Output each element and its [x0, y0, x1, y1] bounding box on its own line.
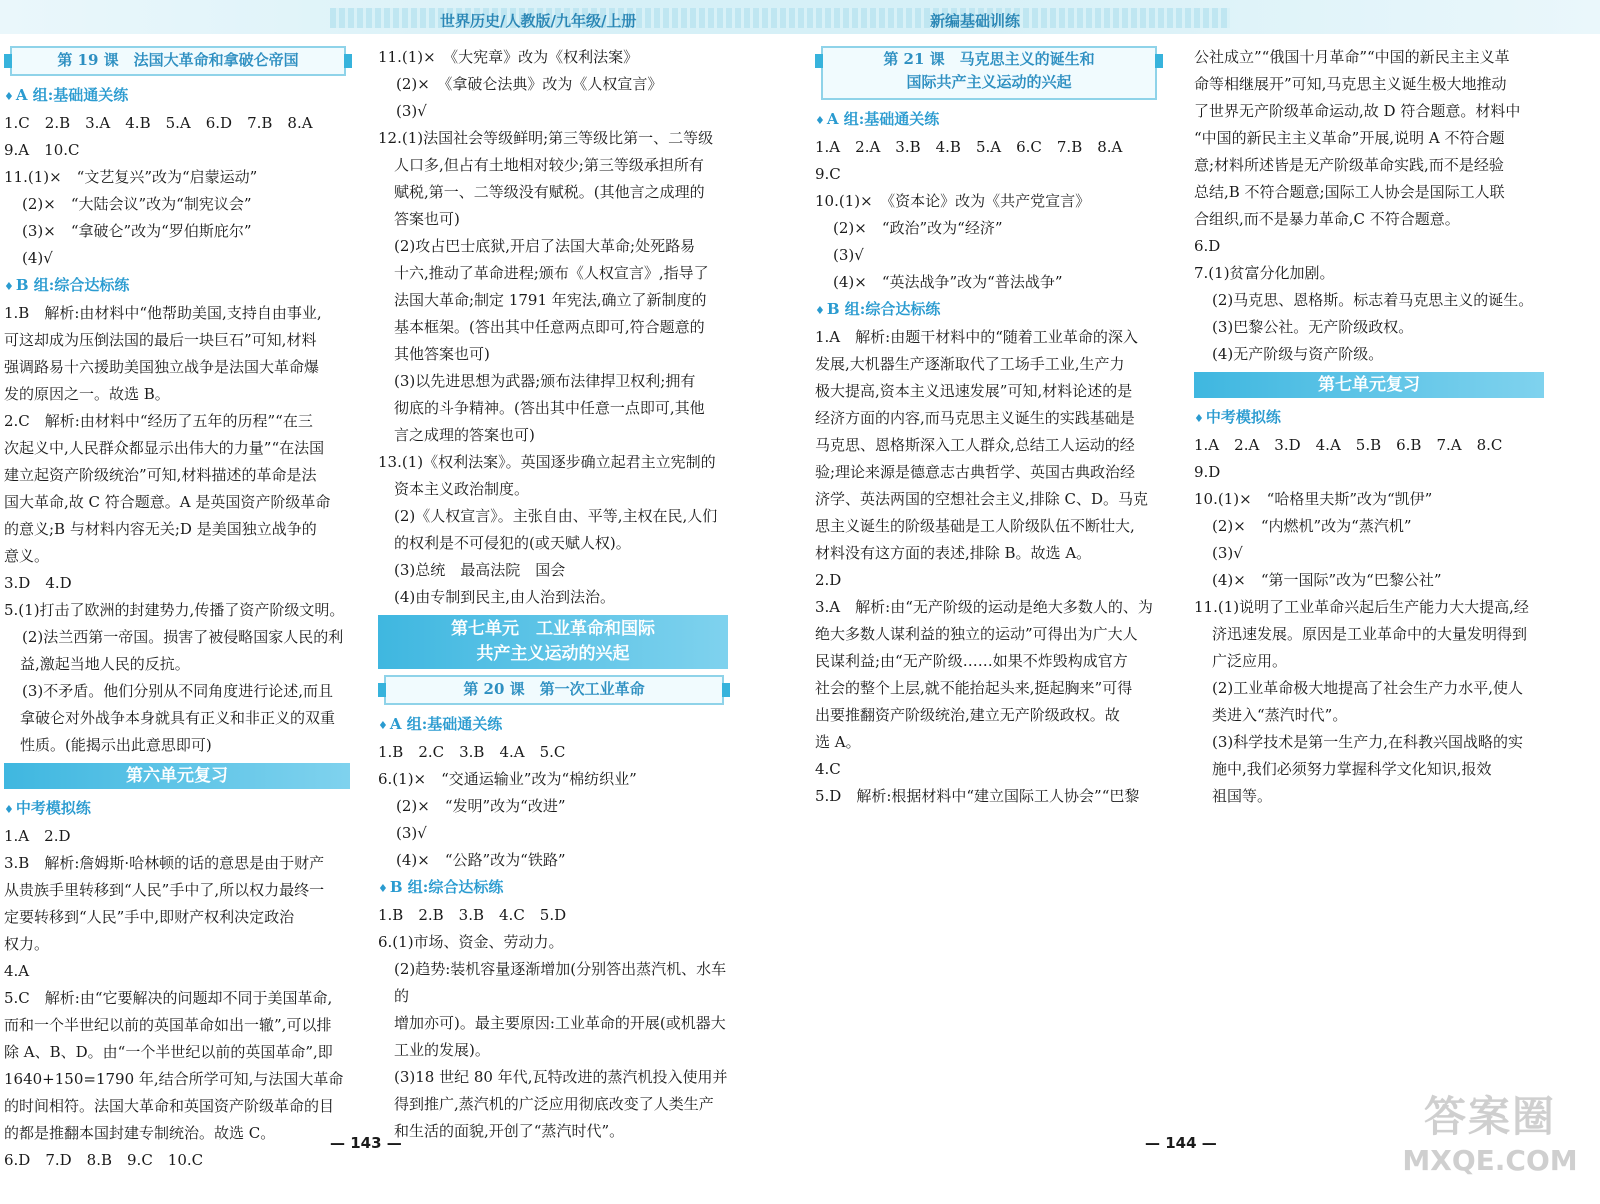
answer-line: 基本框架。(答出其中任意两点即可,符合题意的: [394, 318, 705, 336]
answer-line: 和生活的面貌,开创了“蒸汽时代”。: [394, 1122, 625, 1140]
answer-line: 发的原因之一。故选 B。: [4, 385, 170, 403]
answer-line: 权力。: [4, 935, 50, 953]
answer-line: 得到推广,蒸汽机的广泛应用彻底改变了人类生产: [394, 1095, 714, 1113]
group-a-heading: ♦ A 组:基础通关练: [378, 711, 734, 739]
answer-line: 资本主义政治制度。: [394, 480, 530, 498]
answer-line: 经济方面的内容,而马克思主义诞生的实践基础是: [815, 409, 1135, 427]
answer-line: 祖国等。: [1212, 787, 1273, 805]
answer-line: 9.A 10.C: [4, 141, 80, 159]
answer-line: (2)攻占巴士底狱,开启了法国大革命;处死路易: [394, 237, 696, 255]
answer-line: 思主义诞生的阶级基础是工人阶级队伍不断壮大,: [815, 517, 1135, 535]
answer-line: 赋税,第一、二等级没有赋税。(其他言之成理的: [394, 183, 705, 201]
group-b-heading: ♦ B 组:综合达标练: [378, 874, 734, 902]
answer-line: (3)巴黎公社。无产阶级政权。: [1212, 318, 1414, 336]
header-series-name: 新编基础训练: [930, 12, 1021, 30]
answer-line: (3)√: [1212, 544, 1243, 562]
answer-line: (2)× “大陆会议”改为“制宪议会”: [22, 195, 252, 213]
lesson-21-title: 第 21 课 马克思主义的诞生和 国际共产主义运动的兴起: [821, 46, 1157, 100]
mock-exam-heading: ♦ 中考模拟练: [4, 795, 356, 823]
answer-line: 马克思、恩格斯深入工人群众,总结工人运动的经: [815, 436, 1135, 454]
answer-line: 公社成立”“俄国十月革命”“中国的新民主主义革: [1194, 48, 1510, 66]
answer-line: 11.(1)× “文艺复兴”改为“启蒙运动”: [4, 168, 258, 186]
column-3: [815, 44, 1167, 810]
answer-line: 1.A 2.D: [4, 827, 71, 845]
answer-line: 的意义;B 与材料内容无关;D 是美国独立战争的: [4, 520, 317, 538]
answer-line: 定要转移到“人民”手中,即财产权利决定政治: [4, 908, 295, 926]
answer-line: 发展,大机器生产逐渐取代了工场手工业,生产力: [815, 355, 1125, 373]
answer-line: 选 A。: [815, 733, 861, 751]
watermark-logo: 答案圈 MXQE.COM: [1402, 1092, 1578, 1177]
answer-line: 1.B 2.B 3.B 4.C 5.D: [378, 906, 567, 924]
answer-line: 国大革命,故 C 符合题意。A 是英国资产阶级革命: [4, 493, 331, 511]
answer-line: 益,激起当地人民的反抗。: [20, 655, 190, 673]
page-number-left: — 143 —: [330, 1134, 402, 1152]
answer-line: 1.A 解析:由题干材料中的“随着工业革命的深入: [815, 328, 1138, 346]
answer-line: 可这却成为压倒法国的最后一块巨石”可知,材料: [4, 331, 317, 349]
answer-line: “中国的新民主主义革命”开展,说明 A 不符合题: [1194, 129, 1505, 147]
answer-line: 次起义中,人民群众都显示出伟大的力量”“在法国: [4, 439, 325, 457]
answer-line: 3.B 解析:詹姆斯·哈林顿的话的意思是由于财产: [4, 854, 325, 872]
answer-line: 1.B 2.C 3.B 4.A 5.C: [378, 743, 566, 761]
group-a-heading: ♦ A 组:基础通关练: [4, 82, 356, 110]
answer-line: 意义。: [4, 547, 50, 565]
answer-line: (3)√: [833, 246, 864, 264]
answer-line: 3.D 4.D: [4, 574, 72, 592]
answer-line: 增加亦可)。最主要原因:工业革命的开展(或机器大: [394, 1014, 726, 1032]
answer-line: (3)√: [396, 824, 427, 842]
answer-line: 10.(1)× 《资本论》改为《共产党宣言》: [815, 192, 1091, 210]
answer-line: (2)× “发明”改为“改进”: [396, 797, 566, 815]
answer-line: 总结,B 不符合题意;国际工人协会是国际工人联: [1194, 183, 1505, 201]
answer-line: 11.(1)× 《大宪章》改为《权利法案》: [378, 48, 639, 66]
answer-line: 极大提高,资本主义迅速发展”可知,材料论述的是: [815, 382, 1133, 400]
answer-line: 9.D: [1194, 463, 1221, 481]
answer-line: 绝大多数人谋利益的独立的运动”可得出为广大人: [815, 625, 1138, 643]
column-1: [4, 44, 356, 1174]
answer-line: 5.D 解析:根据材料中“建立国际工人协会”“巴黎: [815, 787, 1140, 805]
lesson-20-title: 第 20 课 第一次工业革命: [384, 675, 724, 705]
answer-line: 广泛应用。: [1212, 652, 1288, 670]
answer-line: 其他答案也可): [394, 345, 490, 363]
answer-line: 十六,推动了革命进程;颁布《人权宣言》,指导了: [394, 264, 709, 282]
answer-line: 10.(1)× “哈格里夫斯”改为“凯伊”: [1194, 490, 1433, 508]
answer-line: 从贵族手里转移到“人民”手中了,所以权力最终一: [4, 881, 325, 899]
answer-line: 的权利是不可侵犯的(或天赋人权)。: [394, 534, 631, 552]
answer-line: 强调路易十六援助美国独立战争是法国大革命爆: [4, 358, 320, 376]
answer-line: 6.D: [1194, 237, 1221, 255]
answer-line: 社会的整个上层,就不能抬起头来,挺起胸来”可得: [815, 679, 1133, 697]
answer-line: 性质。(能揭示出此意思即可): [20, 736, 212, 754]
column-4: [1194, 44, 1550, 810]
answer-line: (4)× “英法战争”改为“普法战争”: [833, 273, 1063, 291]
answer-line: 的时间相符。法国大革命和英国资产阶级革命的目: [4, 1097, 335, 1115]
group-b-heading: ♦ B 组:综合达标练: [815, 296, 1167, 324]
answer-line: 材料没有这方面的表述,排除 B。故选 A。: [815, 544, 1092, 562]
answer-line: 4.C: [815, 760, 841, 778]
answer-line: (2)法兰西第一帝国。损害了被侵略国家人民的利: [22, 628, 344, 646]
header-book-info: 世界历史/人教版/九年级/上册: [440, 12, 637, 30]
answer-line: 拿破仑对外战争本身就具有正义和非正义的双重: [20, 709, 336, 727]
answer-line: 13.(1)《权利法案》。英国逐步确立起君主立宪制的: [378, 453, 716, 471]
answer-line: (3)√: [396, 102, 427, 120]
header-bar: [0, 0, 1600, 34]
answer-line: 人口多,但占有土地相对较少;第三等级承担所有: [394, 156, 704, 174]
answer-line: (4)× “第一国际”改为“巴黎公社”: [1212, 571, 1442, 589]
answer-line: (3)总统 最高法院 国会: [394, 561, 566, 579]
column-2: [378, 44, 734, 1145]
answer-line: 法国大革命;制定 1791 年宪法,确立了新制度的: [394, 291, 707, 309]
answer-line: 的都是推翻本国封建专制统治。故选 C。: [4, 1124, 276, 1142]
answer-line: 命等相继展开”可知,马克思主义诞生极大地推动: [1194, 75, 1507, 93]
answer-line: 1.C 2.B 3.A 4.B 5.A 6.D 7.B 8.A: [4, 114, 313, 132]
answer-line: 合组织,而不是暴力革命,C 不符合题意。: [1194, 210, 1460, 228]
answer-line: 5.C 解析:由“它要解决的问题却不同于美国革命,: [4, 989, 333, 1007]
answer-line: 12.(1)法国社会等级鲜明;第三等级比第一、二等级: [378, 129, 714, 147]
answer-line: 意;材料所述皆是无产阶级革命实践,而不是经验: [1194, 156, 1504, 174]
answer-line: 工业的发展)。: [394, 1041, 490, 1059]
answer-line: 1.A 2.A 3.B 4.B 5.A 6.C 7.B 8.A: [815, 138, 1123, 156]
answer-line: (4)× “公路”改为“铁路”: [396, 851, 566, 869]
answer-line: 6.(1)市场、资金、劳动力。: [378, 933, 564, 951]
answer-line: 2.D: [815, 571, 842, 589]
answer-line: 济学、英法两国的空想社会主义,排除 C、D。马克: [815, 490, 1149, 508]
page-number-right: — 144 —: [1145, 1134, 1217, 1152]
answer-line: (3)科学技术是第一生产力,在科教兴国战略的实: [1212, 733, 1524, 751]
answer-line: 1.B 解析:由材料中“他帮助美国,支持自由事业,: [4, 304, 322, 322]
lesson-19-title: 第 19 课 法国大革命和拿破仑帝国: [10, 46, 346, 76]
answer-line: 1640+150=1790 年,结合所学可知,与法国大革命: [4, 1070, 344, 1088]
answer-line: (4)√: [22, 249, 53, 267]
answer-line: 6.D 7.D 8.B 9.C 10.C: [4, 1151, 204, 1169]
answer-line: 类进入“蒸汽时代”。: [1212, 706, 1348, 724]
answer-line: (2)× “政治”改为“经济”: [833, 219, 1003, 237]
answer-line: 4.A: [4, 962, 30, 980]
answer-line: (3)× “拿破仑”改为“罗伯斯庇尔”: [22, 222, 252, 240]
answer-line: 3.A 解析:由“无产阶级的运动是绝大多数人的、为: [815, 598, 1153, 616]
unit-6-review-title: 第六单元复习: [4, 763, 350, 789]
answer-line: 7.(1)贫富分化加剧。: [1194, 264, 1335, 282]
answer-line: (2)× 《拿破仑法典》改为《人权宣言》: [396, 75, 663, 93]
answer-line: 建立起资产阶级统治”可知,材料描述的革命是法: [4, 466, 317, 484]
answer-line: 民谋利益;由“无产阶级……如果不炸毁构成官方: [815, 652, 1128, 670]
answer-line: (2)《人权宣言》。主张自由、平等,主权在民,人们: [394, 507, 718, 525]
unit-7-title: 第七单元 工业革命和国际 共产主义运动的兴起: [378, 615, 728, 669]
answer-line: (3)以先进思想为武器;颁布法律捍卫权利;拥有: [394, 372, 696, 390]
answer-line: 言之成理的答案也可): [394, 426, 535, 444]
answer-line: 济迅速发展。原因是工业革命中的大量发明得到: [1212, 625, 1528, 643]
answer-line: 出要推翻资产阶级统治,建立无产阶级政权。故: [815, 706, 1120, 724]
unit-7-review-title: 第七单元复习: [1194, 372, 1544, 398]
answer-line: 9.C: [815, 165, 841, 183]
answer-line: (3)不矛盾。他们分别从不同角度进行论述,而且: [22, 682, 334, 700]
answer-line: 11.(1)说明了工业革命兴起后生产能力大大提高,经: [1194, 598, 1529, 616]
answer-line: (3)18 世纪 80 年代,瓦特改进的蒸汽机投入使用并: [394, 1068, 728, 1086]
answer-line: 5.(1)打击了欧洲的封建势力,传播了资产阶级文明。: [4, 601, 345, 619]
answer-line: 除 A、B、D。由“一个半世纪以前的英国革命”,即: [4, 1043, 333, 1061]
answer-line: (2)马克思、恩格斯。标志着马克思主义的诞生。: [1212, 291, 1534, 309]
answer-line: 验;理论来源是德意志古典哲学、英国古典政治经: [815, 463, 1136, 481]
answer-line: (4)由专制到民主,由人治到法治。: [394, 588, 616, 606]
group-b-heading: ♦ B 组:综合达标练: [4, 272, 356, 300]
answer-line: 2.C 解析:由材料中“经历了五年的历程”“在三: [4, 412, 313, 430]
answer-line: 答案也可): [394, 210, 460, 228]
answer-line: 而和一个半世纪以前的英国革命如出一辙”,可以排: [4, 1016, 332, 1034]
answer-line: (2)趋势:装机容量逐渐增加(分别答出蒸汽机、水车的: [394, 960, 727, 1005]
answer-line: 彻底的斗争精神。(答出其中任意一点即可,其他: [394, 399, 705, 417]
answer-line: 施中,我们必须努力掌握科学文化知识,报效: [1212, 760, 1492, 778]
answer-line: (2)工业革命极大地提高了社会生产力水平,使人: [1212, 679, 1524, 697]
mock-exam-heading: ♦ 中考模拟练: [1194, 404, 1550, 432]
answer-line: 了世界无产阶级革命运动,故 D 符合题意。材料中: [1194, 102, 1521, 120]
answer-line: (2)× “内燃机”改为“蒸汽机”: [1212, 517, 1412, 535]
answer-line: 6.(1)× “交通运输业”改为“棉纺织业”: [378, 770, 637, 788]
group-a-heading: ♦ A 组:基础通关练: [815, 106, 1167, 134]
answer-line: (4)无产阶级与资产阶级。: [1212, 345, 1384, 363]
answer-line: 1.A 2.A 3.D 4.A 5.B 6.B 7.A 8.C: [1194, 436, 1503, 454]
